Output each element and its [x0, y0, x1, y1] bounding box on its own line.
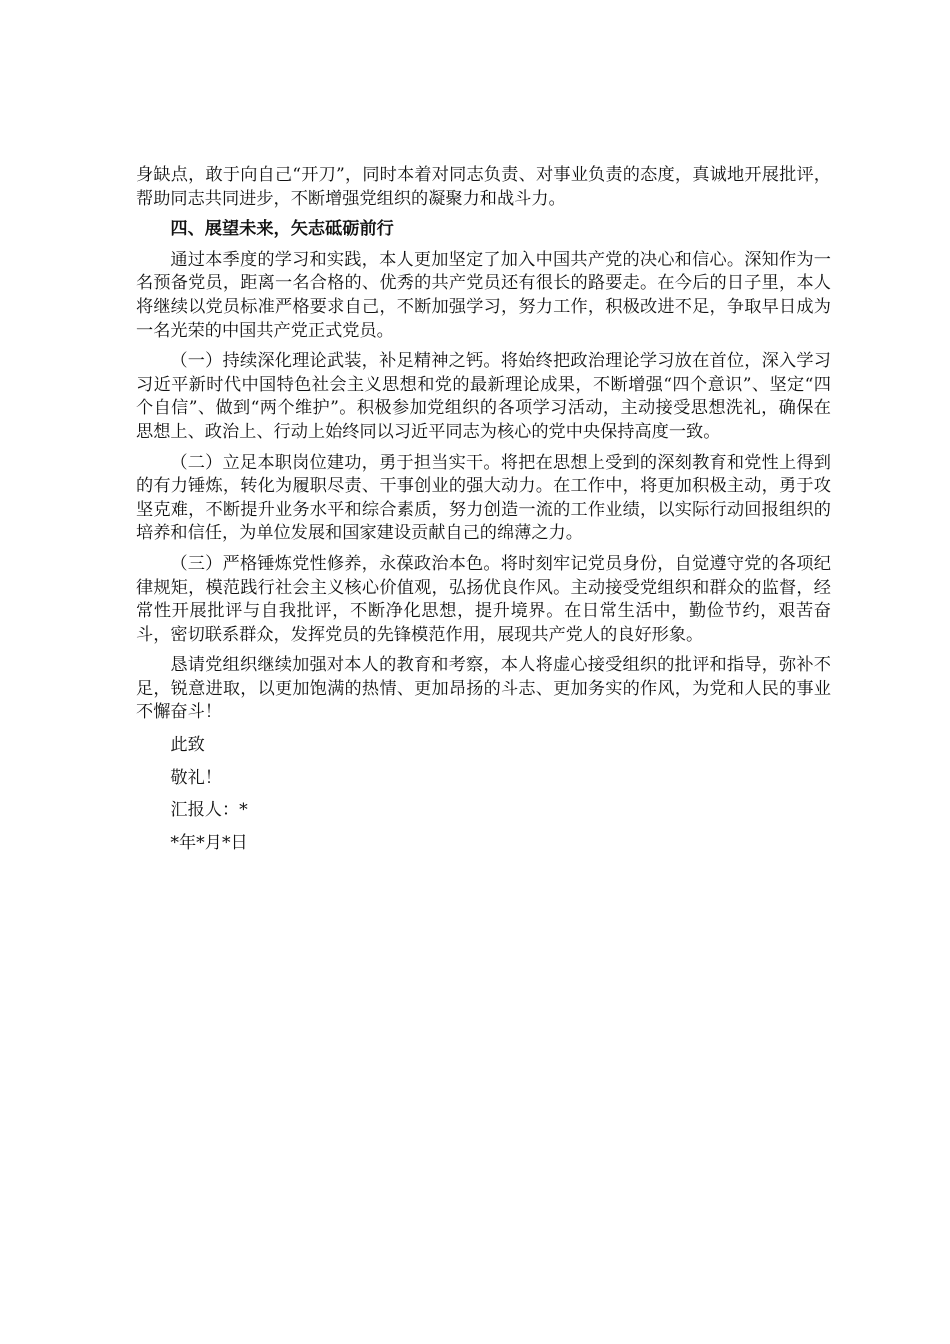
point-one-paragraph: （一）持续深化理论武装，补足精神之钙。将始终把政治理论学习放在首位，深入学习习近平新时代中国特色社会主义思想和党的最新理论成果，不断增强“四个意识”、坚定“四个自信”、做到“两个维护”。积极参加党组织的各项学习活动，主动接受思想洗礼，确保在思想上、政治上、行动上始终同以习近平同志为核心的党中央保持高度一致。 — [136, 351, 831, 442]
continuation-paragraph: 身缺点，敢于向自己“开刀”，同时本着对同志负责、对事业负责的态度，真诚地开展批评，帮助同志共同进步，不断增强党组织的凝聚力和战斗力。 — [136, 165, 831, 209]
reporter-signature: 汇报人：* — [170, 800, 248, 821]
closing-regards: 敬礼！ — [170, 767, 222, 788]
document-body — [136, 164, 831, 855]
point-three-paragraph: （三）严格锤炼党性修养，永葆政治本色。将时刻牢记党员身份，自觉遵守党的各项纪律规矩，模范践行社会主义核心价值观，弘扬优良作风。主动接受党组织和群众的监督，经常性开展批评与自我批评，不断净化思想，提升境界。在日常生活中，勤俭节约，艰苦奋斗，密切联系群众，发挥党员的先锋模范作用，展现共产党人的良好形象。 — [136, 553, 831, 645]
request-paragraph: 恳请党组织继续加强对本人的教育和考察，本人将虚心接受组织的批评和指导，弥补不足，锐意进取，以更加饱满的热情、更加昂扬的斗志、更加务实的作风，为党和人民的事业不懈奋斗！ — [136, 655, 831, 723]
intro-paragraph: 通过本季度的学习和实践，本人更加坚定了加入中国共产党的决心和信心。深知作为一名预备党员，距离一名合格的、优秀的共产党员还有很长的路要走。在今后的日子里，本人将继续以党员标准严格要求自己，不断加强学习，努力工作，积极改进不足，争取早日成为一名光荣的中国共产党正式党员。 — [136, 249, 831, 341]
report-date: *年*月*日 — [170, 832, 248, 853]
closing-salutation: 此致 — [170, 735, 205, 756]
section-heading: 四、展望未来，矢志砥砺前行 — [170, 219, 394, 240]
point-two-paragraph: （二）立足本职岗位建功，勇于担当实干。将把在思想上受到的深刻教育和党性上得到的有力锤炼，转化为履职尽责、干事创业的强大动力。在工作中，将更加积极主动，勇于攻坚克难，不断提升业务水平和综合素质，努力创造一流的工作业绩，以实际行动回报组织的培养和信任，为单位发展和国家建设贡献自己的绵薄之力。 — [136, 452, 831, 544]
